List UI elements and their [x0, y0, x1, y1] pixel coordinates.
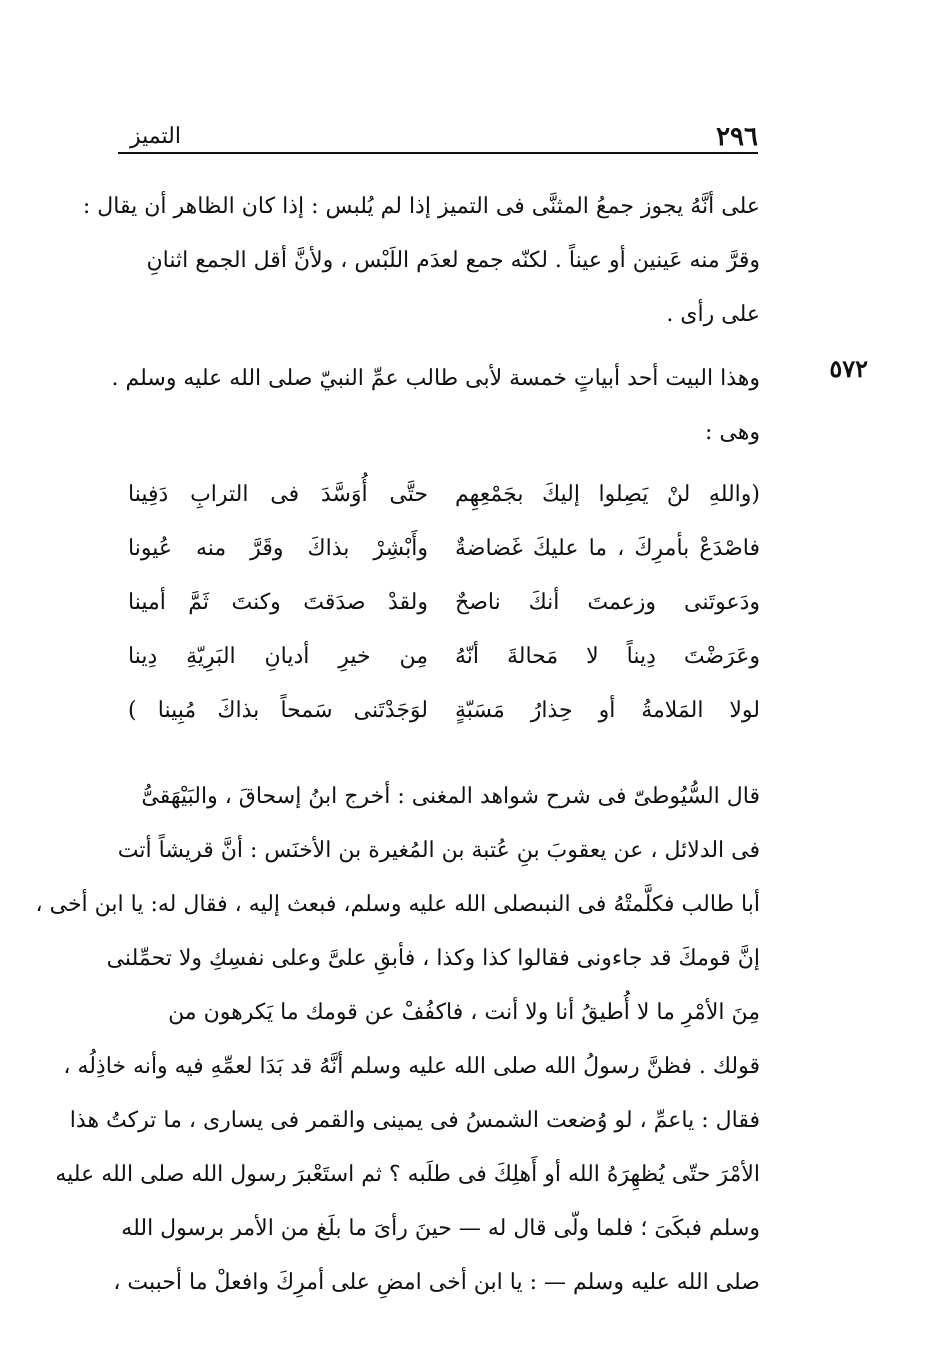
poem-verse — [128, 576, 760, 630]
first-hemistich: فاصْدَعْ بأمرِكَ ، ما عليكَ غَضاضةٌ — [455, 536, 760, 561]
second-hemistich: حتَّى أُوَسَّدَ فى الترابِ دَفِينا — [128, 482, 428, 507]
poem — [128, 468, 760, 738]
page-header — [118, 118, 758, 152]
poem-verse — [128, 684, 760, 738]
text-line: إنَّ قومكَ قد جاءونى فقالوا كذا وكذا ، فأبقِ علىَّ وعلى نفسِكِ ولا تحمِّلنى — [106, 946, 760, 971]
text-line: على رأى . — [666, 302, 760, 327]
text-line: قولك . فظنَّ رسولُ الله صلى الله عليه وسلم أنَّهُ قد بَدَا لعمِّهِ فيه وأنه خاذِلُه ، — [63, 1054, 760, 1079]
text-line: وهى : — [705, 420, 760, 445]
paragraph-3 — [35, 770, 760, 1310]
text-line: على أنَّهُ يجوز جمعُ المثنَّى فى التميز إذا لم يُلبس : إذا كان الظاهر أن يقال : — [82, 194, 760, 219]
second-hemistich: ولقدْ صدَقتَ وكنتَ ثَمَّ أمينا — [128, 590, 428, 615]
text-line: فى الدلائل ، عن يعقوبَ بنِ عُتبة بن المُغيرة بن الأخنَس : أنَّ قريشاً أتت — [117, 838, 760, 863]
poem-verse — [128, 468, 760, 522]
second-hemistich: مِن خيرِ أديانِ البَرِيّةِ دِينا — [128, 644, 428, 669]
text-line: وسلم فبكَىَ ؛ فلما ولّى قال له — حينَ رأىَ ما بلَغ من الأمر برسول الله — [121, 1216, 760, 1241]
second-hemistich: وأَبْشِرْ بذاكَ وقَرَّ منه عُيونا — [128, 536, 428, 561]
page-number: ٢٩٦ — [716, 122, 758, 152]
first-hemistich: ودَعوتَنى وزعمتَ أنكَ ناصحٌ — [455, 590, 760, 615]
text-line: الأمْرَ حتّى يُظهِرَهُ الله أو أَهلِكَ فى طلَبه ؟ ثم استَعْبرَ رسول الله صلى الله عليه — [55, 1162, 760, 1187]
text-line: مِنَ الأمْرِ ما لا أُطيقُ أنا ولا أنت ، فاكفُفْ عن قومك ما يَكرهون من — [168, 1000, 760, 1025]
text-line: أبا طالب فكلَّمتْهُ فى النبىصلى الله عليه وسلم، فبعث إليه ، فقال له: يا ابن أخى ، — [35, 892, 760, 917]
first-hemistich: (واللهِ لنْ يَصِلوا إليكَ بجَمْعِهِم — [455, 482, 760, 507]
first-hemistich: وعَرَضْتَ دِيناً لا مَحالةَ أنّهُ — [455, 644, 760, 669]
running-title: التميز — [130, 124, 181, 149]
header-rule — [118, 152, 758, 154]
text-line: صلى الله عليه وسلم — : يا ابن أخى امضِ على أمرِكَ وافعلْ ما أحببت ، — [113, 1270, 760, 1295]
text-line: وهذا البيت أحد أبياتٍ خمسة لأبى طالب عمِّ النبيّ صلى الله عليه وسلم . — [111, 366, 760, 391]
paragraph-1 — [82, 180, 760, 342]
text-line: فقال : ياعمِّ ، لو وُضعت الشمسُ فى يمينى والقمر فى يسارى ، ما تركتُ هذا — [69, 1108, 760, 1133]
text-line: وقرَّ منه عَينين أو عيناً . لكنّه جمع لعدَم اللَبْس ، ولأنَّ أقل الجمع اثنانِ — [146, 248, 760, 273]
paragraph-2 — [111, 352, 760, 460]
text-line: قال السُّيُوطىّ فى شرح شواهد المغنى : أخرج ابنُ إسحاقَ ، والبَيْهَقىُّ — [141, 784, 760, 809]
poem-verse — [128, 522, 760, 576]
second-hemistich: لوَجَدْتَنى سَمحاً بذاكَ مُبِينا ) — [128, 698, 428, 723]
note-number: ٥٧٢ — [829, 354, 868, 383]
first-hemistich: لولا المَلامةُ أو حِذارُ مَسَبّةٍ — [455, 698, 760, 723]
poem-verse — [128, 630, 760, 684]
